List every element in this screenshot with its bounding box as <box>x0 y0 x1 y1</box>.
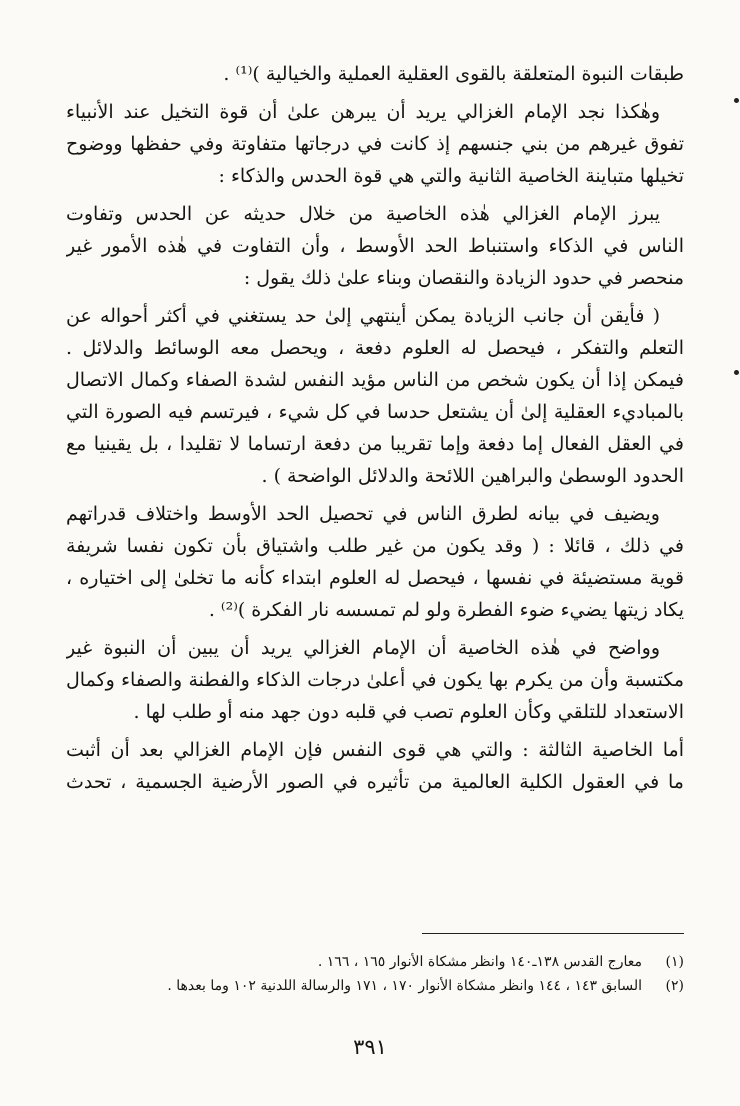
text-line: فيمكن إذا أن يكون شخص من الناس مؤيد النفس لشدة الصفاء وكمال الاتصال <box>66 369 684 391</box>
text-line: في ذلك ، قائلا : ( وقد يكون من غير طلب واشتياق بأن تكون نفسا شريفة <box>66 535 684 557</box>
text-line: ( فأيقن أن جانب الزيادة يمكن أينتهي إلىٰ حد يستغني في أكثر أحواله عن <box>66 305 660 327</box>
footnote <box>66 950 684 974</box>
text-line: قوية مستضيئة في نفسها ، فيحصل له العلوم ابتداء كأنه ما تخلىٰ إلى اختياره ، <box>66 567 684 589</box>
text-line: وواضح في هٰذه الخاصية أن الإمام الغزالي يريد أن يبين أن النبوة غير <box>66 637 660 659</box>
text-line: الاستعداد للتلقي وكأن العلوم تصب في قلبه دون جهد منه أو طلب لها . <box>133 701 684 723</box>
text-line: تخيلها متباينة الخاصية الثانية والتي هي قوة الحدس والذكاء : <box>218 165 684 187</box>
text-line: يبرز الإمام الغزالي هٰذه الخاصية من خلال حديثه عن الحدس وتفاوت <box>66 203 660 225</box>
footnote-separator <box>422 933 684 934</box>
text-line: منحصر في حدود الزيادة والنقصان وبناء علىٰ ذلك يقول : <box>243 267 684 289</box>
footnote-text: السابق ١٤٣ ، ١٤٤ وانظر مشكاة الأنوار ١٧٠ ، ١٧١ والرسالة اللدنية ١٠٢ وما بعدها . <box>167 978 642 994</box>
footnote <box>66 974 684 998</box>
text-line: ويضيف في بيانه لطرق الناس في تحصيل الحد الأوسط واختلاف قدراتهم <box>66 503 660 525</box>
text-line: وهٰكذا نجد الإمام الغزالي يريد أن يبرهن علىٰ أن قوة التخيل عند الأنبياء <box>66 101 660 123</box>
text-line: طبقات النبوة المتعلقة بالقوى العقلية العملية والخيالية )⁽¹⁾ . <box>223 63 684 85</box>
paragraph <box>66 498 684 626</box>
text-line: أما الخاصية الثالثة : والتي هي قوى النفس فإن الإمام الغزالي بعد أن أثبت <box>66 739 684 761</box>
paragraph <box>66 96 684 192</box>
text-line: التعلم والتفكر ، فيحصل له العلوم دفعة ، ويحصل معه الوسائط والدلائل . <box>66 337 684 359</box>
text-line: بالمباديء العقلية إلىٰ أن يشتعل حدسا في كل شيء ، فيرتسم فيه الصورة التي <box>66 401 684 423</box>
paragraph <box>66 632 684 728</box>
footnote-number: (١) <box>665 954 684 970</box>
margin-dot <box>734 98 739 103</box>
text-line: في العقل الفعال إما دفعة وإما تقريبا من دفعة ارتساما لا تقليدا ، بل يقينيا مع <box>66 433 684 455</box>
text-line: الحدود الوسطىٰ والبراهين اللائحة والدلائل الواضحة ) . <box>261 465 684 487</box>
margin-dot <box>734 370 739 375</box>
footnote-text: معارج القدس ١٣٨ـ١٤٠ وانظر مشكاة الأنوار ١٦٥ ، ١٦٦ . <box>317 954 642 970</box>
paragraph <box>66 58 684 90</box>
text-line: ما في العقول الكلية العالمية من تأثيره في الصور الأرضية الجسمية ، تحدث <box>66 771 684 793</box>
text-line: مكتسبة وأن من يكرم بها يكون في أعلىٰ درجات الذكاء والفطنة والصفاء وكمال <box>66 669 684 691</box>
page-number: ٣٩١ <box>353 1035 387 1059</box>
paragraph <box>66 300 684 492</box>
text-line: يكاد زيتها يضيء ضوء الفطرة ولو لم تمسسه نار الفكرة )⁽²⁾ . <box>208 599 684 621</box>
footnote-number: (٢) <box>665 978 684 994</box>
main-text <box>66 58 684 804</box>
text-line: تفوق غيرهم من بني جنسهم إذ كانت في درجاتها متفاوتة وفي حفظها ووضوح <box>66 133 684 155</box>
paragraph <box>66 198 684 294</box>
text-line: الناس في الذكاء واستنباط الحد الأوسط ، وأن التفاوت في هٰذه الأمور غير <box>66 235 684 257</box>
paragraph <box>66 734 684 798</box>
footnotes <box>66 950 684 998</box>
